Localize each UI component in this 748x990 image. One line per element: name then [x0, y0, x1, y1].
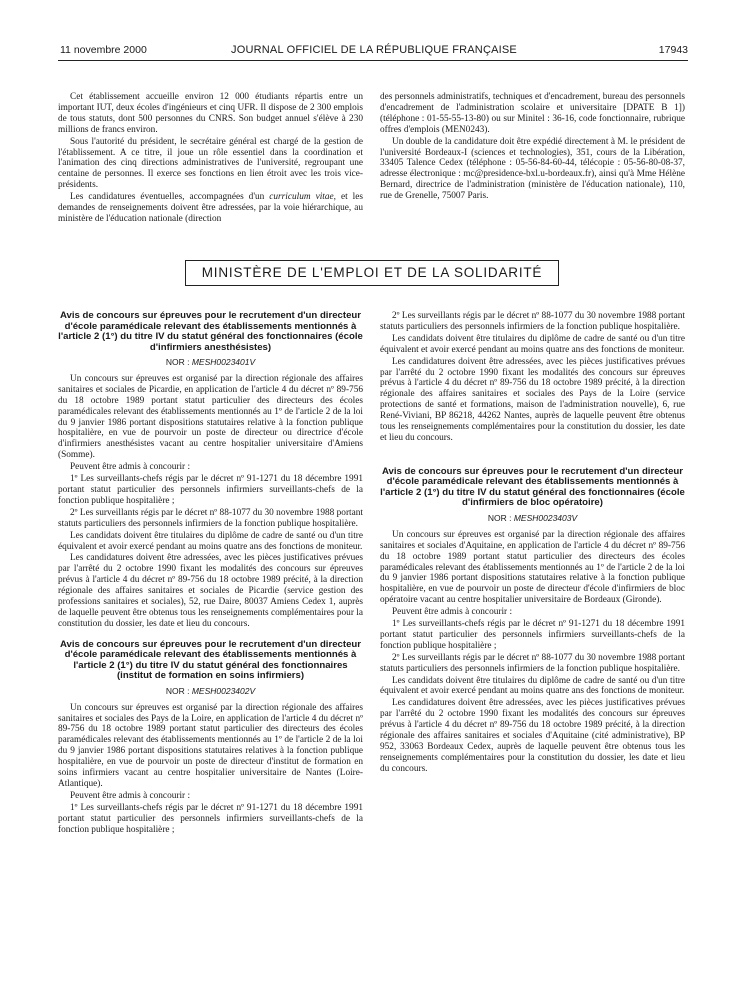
- paragraph: Peuvent être admis à concourir :: [70, 462, 191, 473]
- paragraph: Les candidats doivent être titulaires du diplôme de cadre de santé ou d'un titre équivalent et avoir exercé pendant au moins quatre ans des fonctions de moniteur.: [380, 675, 685, 697]
- ministry-heading: MINISTÈRE DE L'EMPLOI ET DE LA SOLIDARITÉ: [185, 260, 559, 286]
- avis-title: Avis de concours sur épreuves pour le recrutement d'un directeur d'école paramédicale relevant des établissements mentionnés à l'article 2 (1°) du titre IV du statut général des fonctionnaires (école d'infirmiers de bloc opératoire): [380, 465, 685, 509]
- top-left-column: [58, 92, 363, 226]
- avis-title: Avis de concours sur épreuves pour le recrutement d'un directeur d'école paramédicale relevant des établissements mentionnés à l'article 2 (1°) du titre IV du statut général des fonctionnaires (école d'infirmiers anesthésistes): [58, 310, 363, 353]
- paragraph: Les candidats doivent être titulaires du diplôme de cadre de santé ou d'un titre équivalent et avoir exercé pendant au moins quatre ans des fonctions de moniteur.: [380, 333, 685, 355]
- paragraph: Les candidats doivent être titulaires du diplôme de cadre de santé ou d'un titre équivalent et avoir exercé pendant au moins quatre ans des fonctions de moniteur.: [58, 530, 363, 552]
- paragraph: Les candidatures doivent être adressées, avec les pièces justificatives prévues par l'arrêté du 2 octobre 1990 fixant les modalités des concours sur épreuves prévus à l'article 4 du décret nº 89-756 du 18 octobre 1989 précité, à la direction régionale des affaires sanitaires et sociales d'Aquitaine (cité administrative), BP 952, 33063 Bordeaux Cedex, auprès de laquelle peuvent être obtenus tous les renseignements complémentaires pour la constitution du dossier, les date et lieu du concours.: [380, 698, 685, 774]
- paragraph: des personnels administratifs, techniques et d'encadrement, bureau des personnels d'encadrement de l'administration scolaire et universitaire [DPATE B 1]) (téléphone : 01-55-55-13-80) ou sur Minitel : 36-16, code fonctionnaire, rubrique offres d'emplois (MEN0243).: [380, 92, 685, 135]
- paragraph: 2º Les surveillants régis par le décret nº 88-1077 du 30 novembre 1988 portant statuts particuliers des personnels infirmiers de la fonction publique hospitalière.: [380, 652, 685, 674]
- header-rule: [58, 60, 688, 61]
- paragraph: Les candidatures doivent être adressées, avec les pièces justificatives prévues par l'arrêté du 2 octobre 1990 fixant les modalités des concours sur épreuves prévus à l'article 4 du décret nº 89-756 du 18 octobre 1989 précité, à la direction régionale des affaires sanitaires et sociales des Pays de la Loire (service protections de santé et formations, maison de l'administration nouvelle), 6, rue René-Viviani, BP 86218, 44262 Nantes, auprès de laquelle peuvent être obtenus tous les renseignements complémentaires pour la constitution du dossier, les date et lieu du concours.: [380, 356, 685, 443]
- paragraph: Peuvent être admis à concourir :: [70, 790, 191, 801]
- nor-reference: NOR : MESH0023402V: [165, 685, 256, 696]
- paragraph: Sous l'autorité du président, le secrétaire général est chargé de la gestion de l'établissement. A ce titre, il joue un rôle essentiel dans la coordination et l'animation des cinq directions administratives de l'université, regroupant une centaine de personnes. Il exerce ses fonctions en lien étroit avec les trois vice-présidents.: [58, 136, 363, 191]
- paragraph: Un double de la candidature doit être expédié directement à M. le président de l'université Bordeaux-I (sciences et technologies), 351, cours de la Libération, 33405 Talence Cedex (téléphone : 05-56-84-60-44, télécopie : 05-56-80-08-37, adresse électronique : mc@presidence-bxl.u-bordeaux.fr), ainsi qu'à Mme Hélène Bernard, directrice de l'administration (ministère de l'éducation nationale), 110, rue de Grenelle, 75007 Paris.: [380, 136, 685, 202]
- journal-title: JOURNAL OFFICIEL DE LA RÉPUBLIQUE FRANÇAISE: [231, 44, 517, 56]
- paragraph: Un concours sur épreuves est organisé par la direction régionale des affaires sanitaires et sociales de Picardie, en application de l'article 4 du décret nº 89-756 du 18 octobre 1989 portant statut particulier des directeurs des écoles paramédicales relevant des établissements mentionnés au 1º de l'article 2 de la loi du 9 janvier 1986 portant dispositions statutaires relative à la fonction publique hospitalière, en vue de pourvoir un poste de directeur ou directrice d'école d'infirmiers anesthésistes vacant au centre hospitalier universitaire d'Amiens (Somme).: [58, 373, 363, 461]
- paragraph: Un concours sur épreuves est organisé par la direction régionale des affaires sanitaires et sociales d'Aquitaine, en application de l'article 4 du décret nº 89-756 du 18 octobre 1989 portant statut particulier des directeurs des écoles paramédicales relevant des établissements mentionnés au 1º de l'article 2 de la loi du 9 janvier 1986 portant dispositions statutaires relative à la fonction publique hospitalière, en vue de pourvoir un poste de directeur d'école d'infirmiers de bloc opératoire vacant au centre hospitalier universitaire de Bordeaux (Gironde).: [380, 529, 685, 606]
- nor-reference: NOR : MESH0023401V: [165, 357, 256, 367]
- page-number: 17943: [658, 44, 688, 56]
- paragraph: Un concours sur épreuves est organisé par la direction régionale des affaires sanitaires et sociales des Pays de la Loire, en application de l'article 4 du décret nº 89-756 du 18 octobre 1989 portant statut particulier des directeurs des écoles paramédicales relevant des établissements mentionnés au 1º de l'article 2 de la loi du 9 janvier 1986 portant dispositions statutaires relatives à la fonction publique hospitalière, en vue de pourvoir un poste de directeur d'institut de formation en soins infirmiers vacant au centre hospitalier universitaire de Nantes (Loire-Atlantique).: [58, 702, 363, 789]
- left-column: [58, 311, 363, 837]
- paragraph: Cet établissement accueille environ 12 000 étudiants répartis entre un important IUT, deux écoles d'ingénieurs et cinq UFR. Il dispose de 2 300 emplois de tous statuts, dont 500 personnes du CNRS. Son budget annuel s'élève à 230 millions de francs environ.: [58, 92, 363, 135]
- paragraph: 1º Les surveillants-chefs régis par le décret nº 91-1271 du 18 décembre 1991 portant statut particulier des personnels infirmiers surveillants-chefs de la fonction publique hospitalière ;: [58, 802, 363, 835]
- paragraph: 2º Les surveillants régis par le décret nº 88-1077 du 30 novembre 1988 portant statuts particuliers des personnels infirmiers de la fonction publique hospitalière.: [58, 507, 363, 529]
- top-right-column: [380, 92, 685, 203]
- nor-reference: NOR : MESH0023403V: [487, 512, 578, 523]
- paragraph: 2º Les surveillants régis par le décret nº 88-1077 du 30 novembre 1988 portant statuts particuliers des personnels infirmiers de la fonction publique hospitalière.: [380, 311, 685, 332]
- paragraph: Peuvent être admis à concourir :: [392, 607, 513, 618]
- paragraph: 1º Les surveillants-chefs régis par le décret nº 91-1271 du 18 décembre 1991 portant statut particulier des personnels infirmiers surveillants-chefs de la fonction publique hospitalière ;: [380, 619, 685, 651]
- paragraph: 1º Les surveillants-chefs régis par le décret nº 91-1271 du 18 décembre 1991 portant statut particulier des personnels infirmiers surveillants-chefs de la fonction publique hospitalière ;: [58, 474, 363, 506]
- issue-date: 11 novembre 2000: [60, 44, 147, 56]
- paragraph: Les candidatures éventuelles, accompagnées d'un curriculum vitae, et les demandes de renseignements doivent être adressées, par la voie hiérarchique, au ministère de l'éducation nationale (direction: [58, 192, 363, 224]
- avis-title: Avis de concours sur épreuves pour le recrutement d'un directeur d'école paramédicale relevant des établissements mentionnés à l'article 2 (1°) du titre IV du statut général des fonctionnaires (institut de formation en soins infirmiers): [59, 638, 362, 682]
- paragraph: Les candidatures doivent être adressées, avec les pièces justificatives prévues par l'arrêté du 2 octobre 1990 fixant les modalités des concours sur épreuves prévus à l'article 4 du décret nº 89-756 du 18 octobre 1989 précité, à la direction régionale des affaires sanitaires et sociales de Picardie (service gestion des professions sanitaires et sociales), 52, rue Daire, 80037 Amiens Cedex 1, auprès de laquelle peuvent être obtenus tous les renseignements complémentaires pour la constitution du dossier, les date et lieu du concours.: [58, 553, 363, 629]
- right-column: [380, 311, 685, 776]
